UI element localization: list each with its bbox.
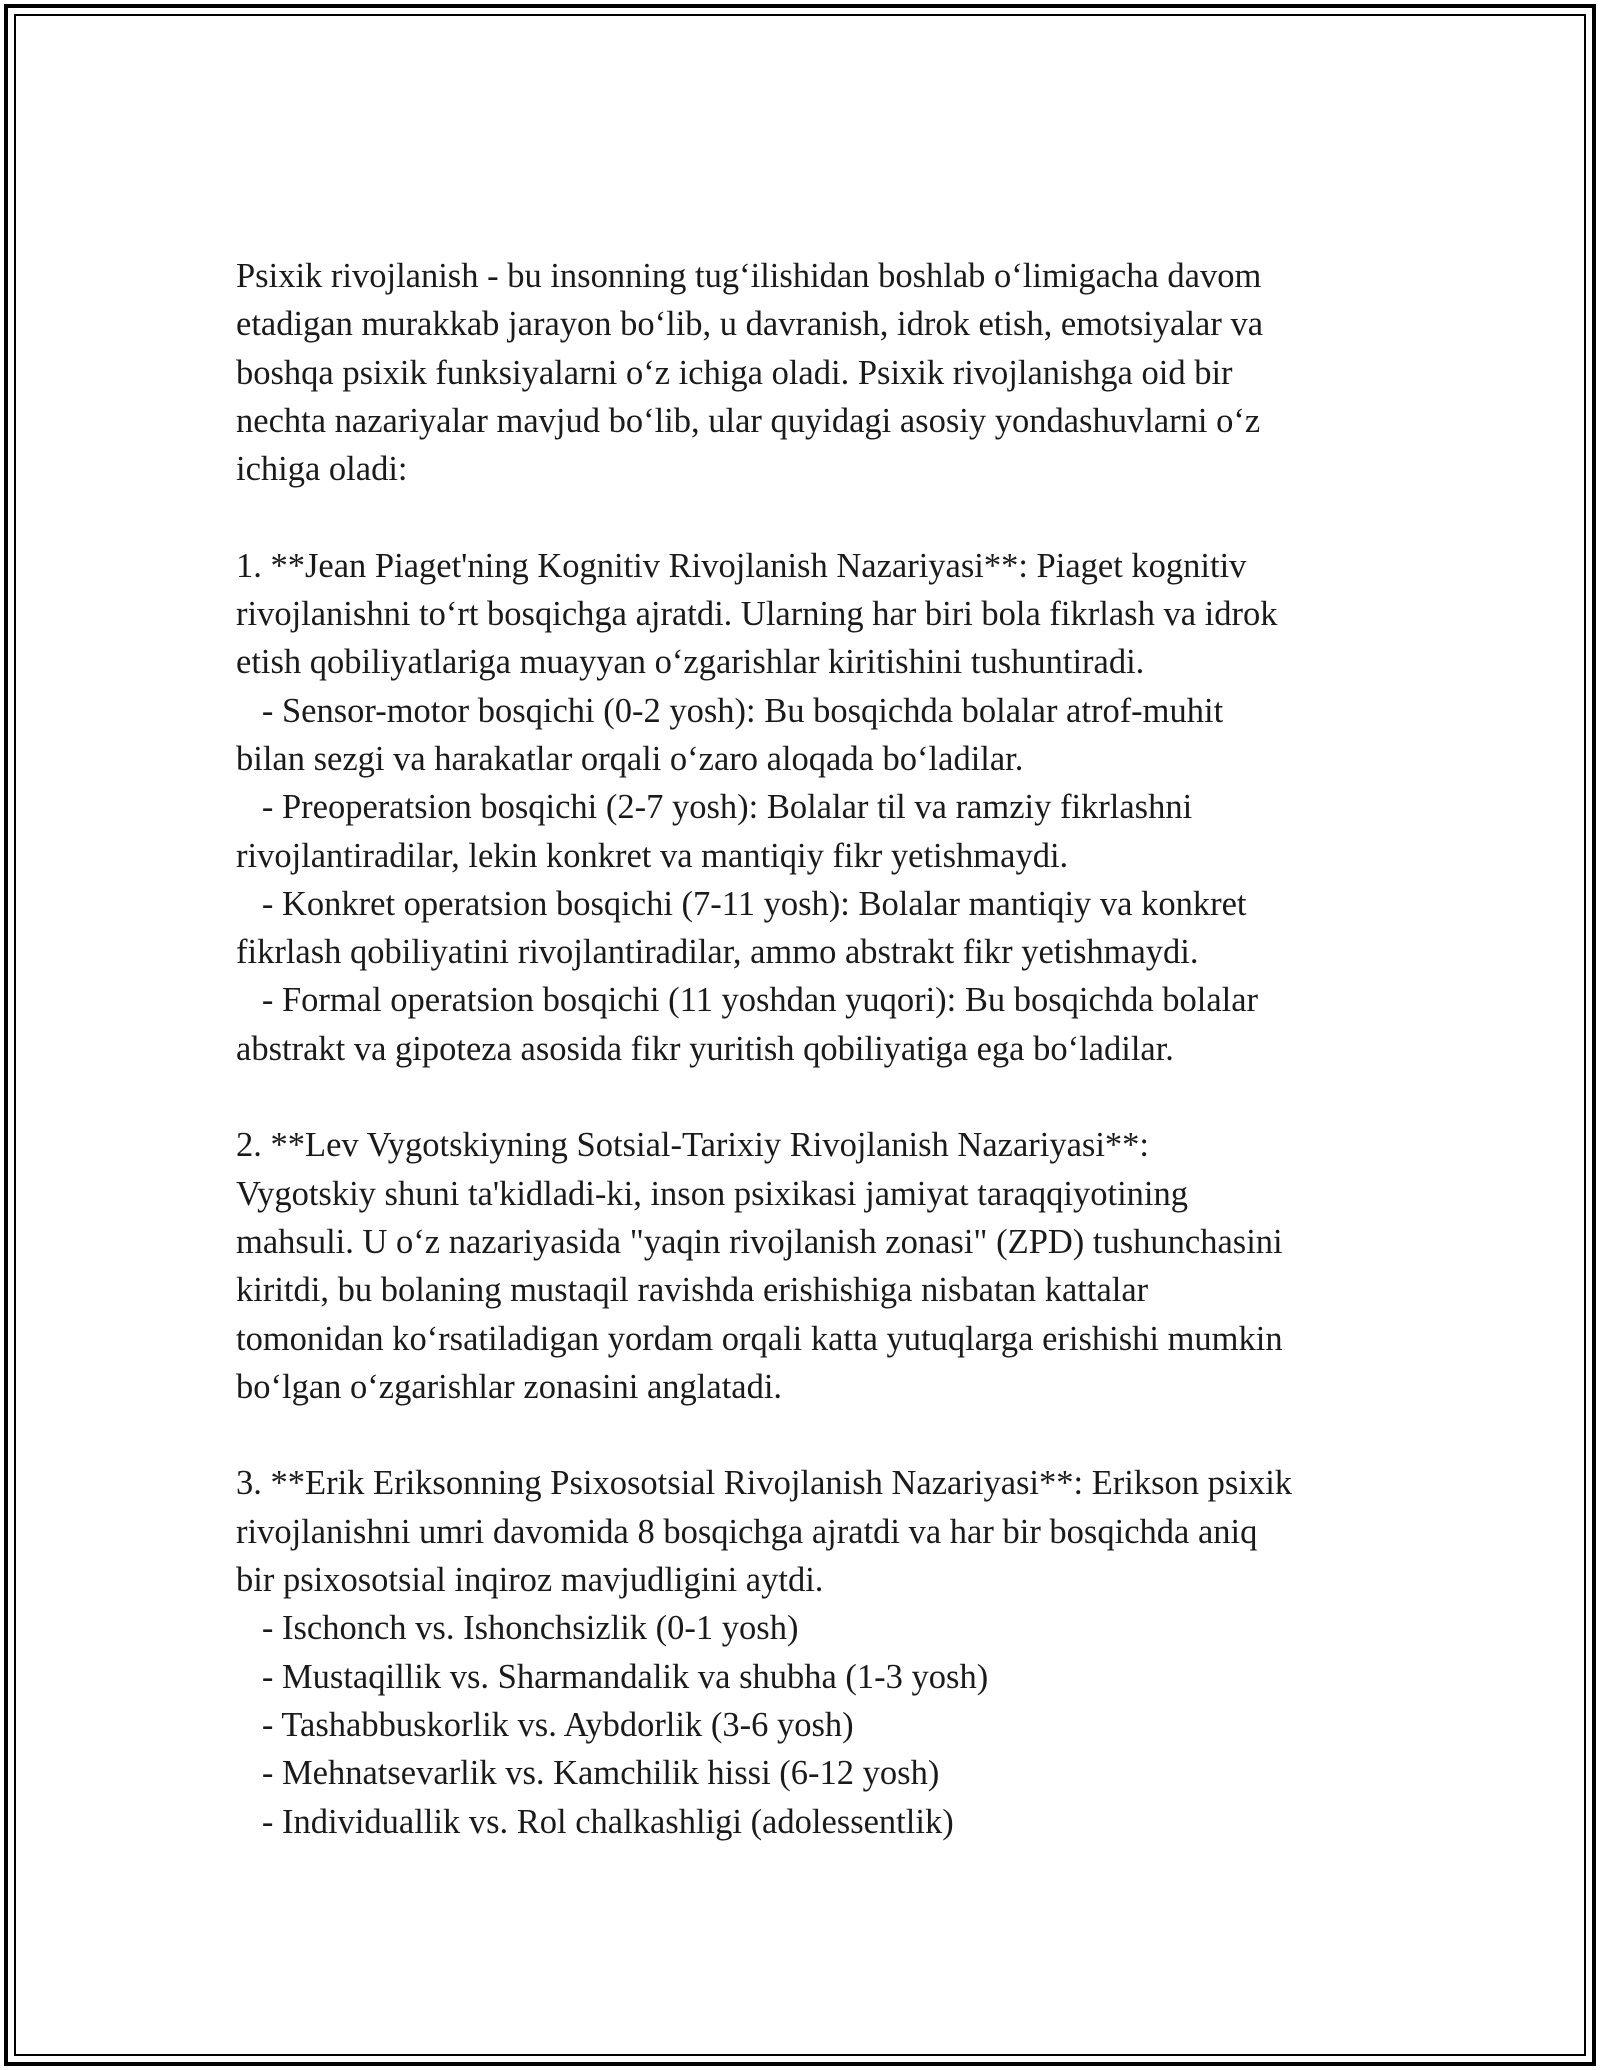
text-line: rivojlantiradilar, lekin konkret va mantiqiy fikr yetishmaydi. [236,836,1069,875]
text-line: bilan sezgi va harakatlar orqali o‘zaro aloqada bo‘ladilar. [236,739,1024,778]
text-line: - Tashabbuskorlik vs. Aybdorlik (3-6 yosh) [236,1705,854,1744]
text-line: - Individuallik vs. Rol chalkashligi (adolessentlik) [236,1802,954,1841]
text-line: boshqa psixik funksiyalarni o‘z ichiga oladi. Psixik rivojlanishga oid bir [236,353,1233,392]
text-line: - Formal operatsion bosqichi (11 yoshdan yuqori): Bu bosqichda bolalar [236,981,1259,1020]
text-line: bir psixosotsial inqiroz mavjudligini aytdi. [236,1561,824,1600]
text-line: 1. **Jean Piaget'ning Kognitiv Rivojlanish Nazariyasi**: Piaget kognitiv [236,546,1247,585]
blank-line [236,493,1386,541]
text-line: - Mustaqillik vs. Sharmandalik va shubha (1-3 yosh) [236,1657,989,1696]
text-line: tomonidan ko‘rsatiladigan yordam orqali katta yutuqlarga erishishi mumkin [236,1319,1283,1358]
text-line: Psixik rivojlanish - bu insonning tug‘ilishidan boshlab o‘limigacha davom [236,257,1262,295]
text-line: fikrlash qobiliyatini rivojlantiradilar, ammo abstrakt fikr yetishmaydi. [236,933,1199,972]
text-line: - Ischonch vs. Ishonchsizlik (0-1 yosh) [236,1609,799,1648]
text-line: rivojlanishni umri davomida 8 bosqichga ajratdi va har bir bosqichda aniq [236,1512,1258,1551]
text-line: Vygotskiy shuni ta'kidladi-ki, inson psixikasi jamiyat taraqqiyotining [236,1174,1189,1213]
text-line: 3. **Erik Eriksonning Psixosotsial Rivojlanish Nazariyasi**: Erikson psixik [236,1464,1293,1503]
text-line: - Preoperatsion bosqichi (2-7 yosh): Bolalar til va ramziy fikrlashni [236,788,1193,827]
text-line: rivojlanishni to‘rt bosqichga ajratdi. Ularning har biri bola fikrlash va idrok [236,595,1278,634]
text-line: etadigan murakkab jarayon bo‘lib, u davranish, idrok etish, emotsiyalar va [236,305,1264,344]
text-line: bo‘lgan o‘zgarishlar zonasini anglatadi. [236,1367,783,1406]
document-body [236,252,1386,1846]
blank-line [236,1411,1386,1459]
text-line: 2. **Lev Vygotskiyning Sotsial-Tarixiy Rivojlanish Nazariyasi**: [236,1126,1150,1165]
text-line: abstrakt va gipoteza asosida fikr yuritish qobiliyatiga ega bo‘ladilar. [236,1029,1174,1068]
text-line: - Mehnatsevarlik vs. Kamchilik hissi (6-12 yosh) [236,1754,940,1793]
text-line: mahsuli. U o‘z nazariyasida "yaqin rivojlanish zonasi" (ZPD) tushunchasini [236,1222,1283,1261]
text-line: - Sensor-motor bosqichi (0-2 yosh): Bu bosqichda bolalar atrof-muhit [236,691,1224,730]
text-line: nechta nazariyalar mavjud bo‘lib, ular quyidagi asosiy yondashuvlarni o‘z [236,401,1261,440]
text-line: kiritdi, bu bolaning mustaqil ravishda erishishiga nisbatan kattalar [236,1271,1149,1310]
text-line: etish qobiliyatlariga muayyan o‘zgarishlar kiritishini tushuntiradi. [236,643,1145,682]
text-line: ichiga oladi: [236,450,408,489]
blank-line [236,1073,1386,1121]
text-line: - Konkret operatsion bosqichi (7-11 yosh): Bolalar mantiqiy va konkret [236,884,1247,923]
